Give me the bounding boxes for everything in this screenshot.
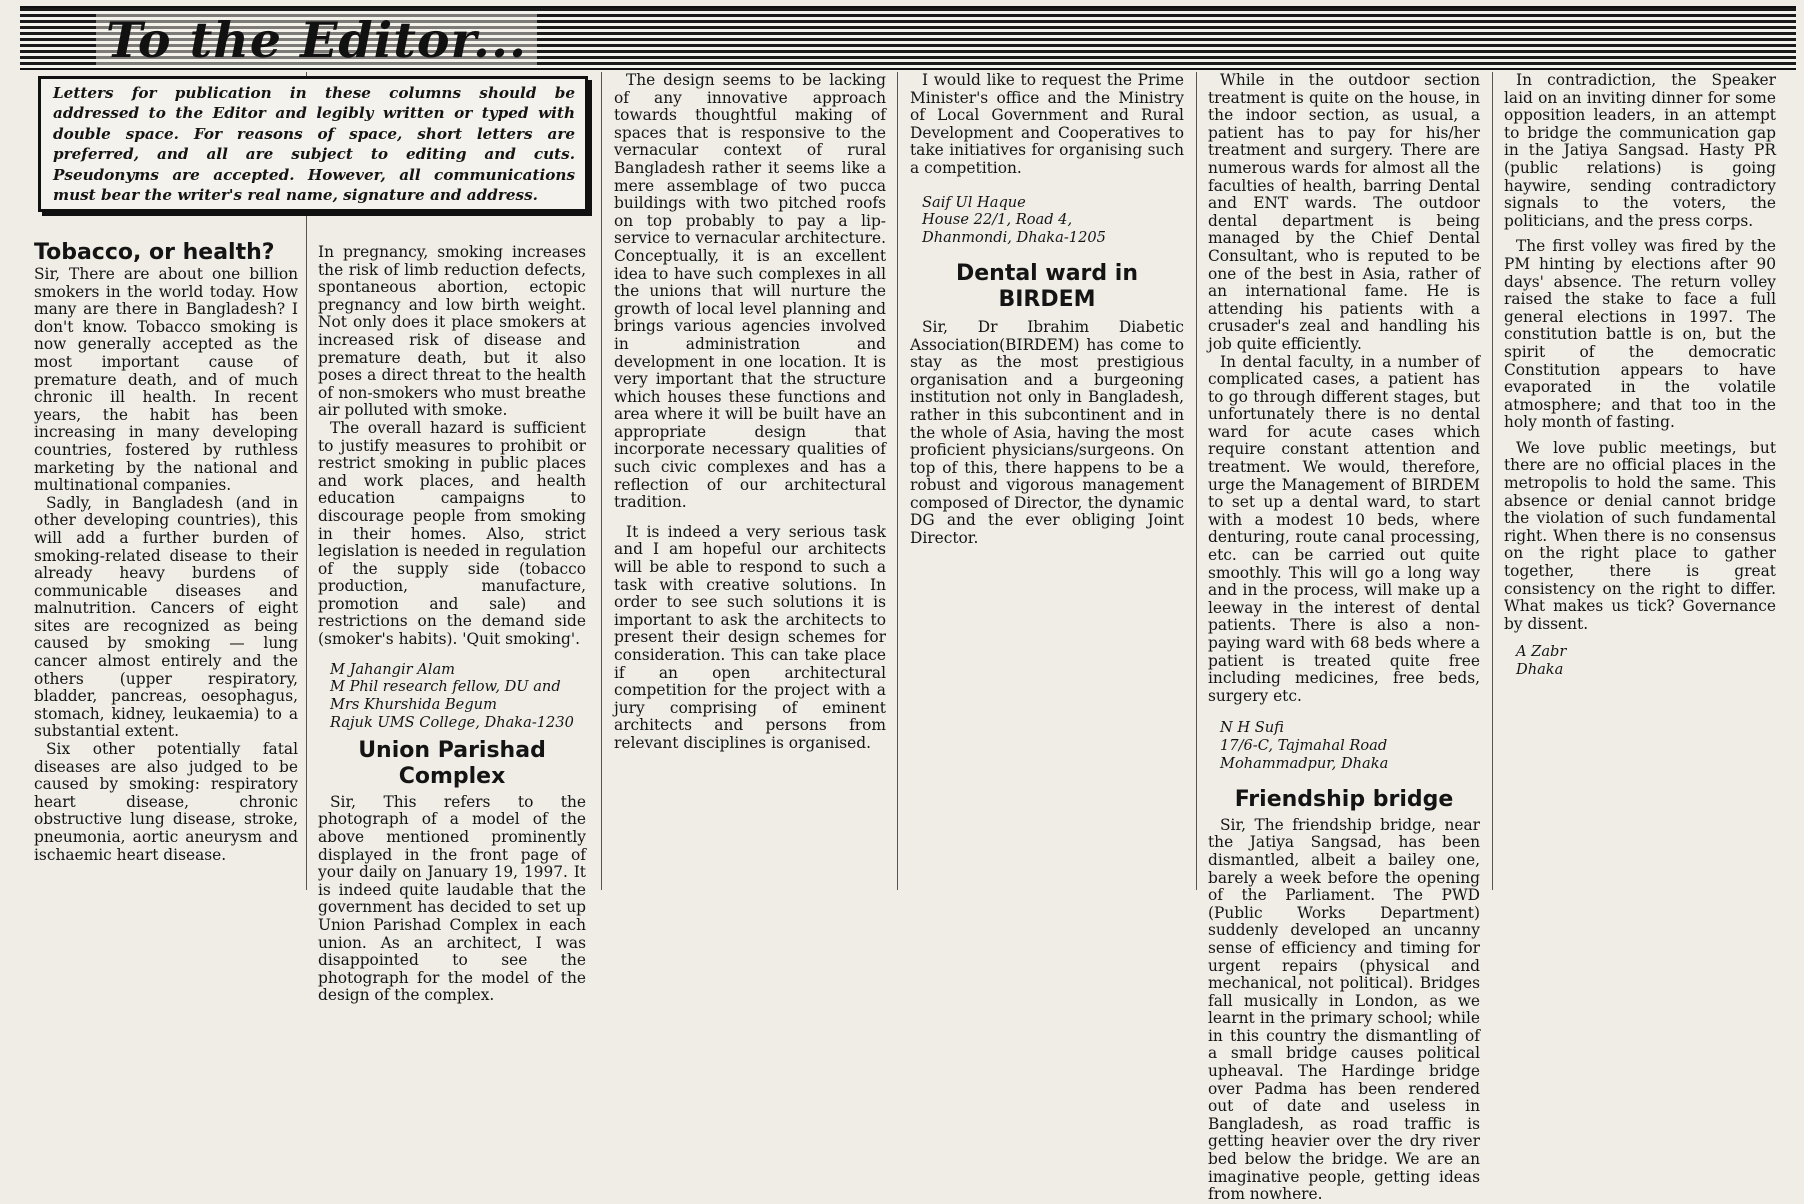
signature-name: Saif Ul Haque: [922, 193, 1026, 211]
letter-headline-tobacco: Tobacco, or health?: [34, 240, 275, 265]
column-rule: [1196, 72, 1197, 890]
letter-paragraph: In contradiction, the Speaker laid on an inviting dinner for some opposition leaders, in an attempt to bridge the communication gap in the Jatiya Sangsad. Hasty PR (public relations) is going haywire, sending contradictory signals to the voters, the politicians, and the press corps.: [1504, 71, 1776, 230]
signature-name: M Jahangir Alam: [330, 660, 456, 678]
signature-line: Rajuk UMS College, Dhaka-1230: [330, 714, 574, 732]
column-rule: [1492, 72, 1493, 890]
letter-paragraph: Sir, This refers to the photograph of a model of the above mentioned prominently displayed in the front page of your daily on January 19, 1997. It is indeed quite laudable that the government has decided to set up Union Parishad Complex in each union. As an architect, I was disappointed to see the photograph for the model of the design of the complex.: [318, 792, 586, 1005]
letter-paragraph: I would like to request the Prime Minister's office and the Ministry of Local Government and Rural Development and Cooperatives to take initiatives for organising such a competition.: [910, 71, 1184, 177]
signature-line: Dhaka: [1516, 661, 1564, 679]
letter-paragraph: Six other potentially fatal diseases are also judged to be caused by smoking: respiratory heart disease, chronic obstructive lung disease, stroke, pneumonia, aortic aneurysm and ischaemic heart disease.: [34, 740, 298, 864]
letter-paragraph: In pregnancy, smoking increases the risk of limb reduction defects, spontaneous abortion, ectopic pregnancy and low birth weight. Not only does it place smokers at increased risk of disease and premature death, but it also poses a direct threat to the health of non-smokers who must breathe air polluted with smoke.: [318, 243, 586, 420]
editorial-notice: Letters for publication in these columns should be addressed to the Editor and legibly written or typed with double space. For reasons of space, short letters are preferred, and all are subject to editing and cuts. Pseudonyms are accepted. However, all communications must bear the writer's real name, signature and address.: [38, 76, 588, 212]
letter-paragraph: We love public meetings, but there are no official places in the metropolis to hold the same. This absence or denial cannot bridge the violation of such fundamental right. When there is no consensus on the right place to gather together, there is great consistency on the right to differ. What makes us tick? Governance by dissent.: [1504, 438, 1776, 633]
column-5: [1208, 71, 1480, 1204]
letter-paragraph: It is indeed a very serious task and I am hopeful our architects will be able to respond to such a task with creative solutions. In order to see such solutions it is important to ask the architects to present their design schemes for consideration. This can take place if an open architectural competition for the project with a jury comprising of eminent architects and persons from relevant disciplines is organised.: [614, 522, 886, 752]
column-3: [614, 72, 886, 890]
letter-paragraph: Sir, Dr Ibrahim Diabetic Association(BIRDEM) has come to stay as the most prestigious organisation and a burgeoning institution not only in Bangladesh, rather in this subcontinent and in the whole of Asia, having the most proficient physicians/surgeons. On top of this, there happens to be a robust and vigorous management composed of Director, the dynamic DG and the ever obliging Joint Director.: [910, 317, 1184, 548]
column-6: [1504, 72, 1776, 890]
letter-headline-friendship: Friendship bridge: [1234, 786, 1454, 812]
letter-paragraph: While in the outdoor section treatment is quite on the house, in the indoor section, as usual, a patient has to pay for his/her treatment and surgery. There are numerous wards for almost all the faculties of health, barring Dental and ENT wards. The outdoor dental department is being managed by the Chief Dental Consultant, who is reputed to be one of the best in Asia, rather of an international fame. He is attending his patients with a crusader's zeal and handling his job quite efficiently.: [1208, 71, 1480, 353]
letter-paragraph: In dental faculty, in a number of complicated cases, a patient has to go through different stages, but unfortunately there is no dental ward for acute cases which require constant attention and treatment. We would, therefore, urge the Management of BIRDEM to set up a dental ward, to start with a modest 10 beds, where denturing, route canal processing, etc. can be carried out quite smoothly. This will go a long way and in the process, will make up a leeway in the interest of dental patients. There is also a non-paying ward with 68 beds where a patient is treated quite free including medicines, free beds, surgery etc.: [1208, 352, 1480, 705]
column-rule: [601, 72, 602, 890]
letter-headline-union: Union Parishad Complex: [358, 737, 546, 789]
signature-line: 17/6-C, Tajmahal Road: [1220, 737, 1388, 755]
column-4: [910, 72, 1184, 890]
masthead: [20, 6, 1796, 70]
signature-line: House 22/1, Road 4,: [922, 211, 1073, 229]
column-rule: [897, 72, 898, 890]
masthead-title: To the Editor...: [96, 12, 537, 68]
letter-headline-dental: Dental ward in BIRDEM: [955, 260, 1139, 312]
letter-paragraph: The first volley was fired by the PM hinting by elections after 90 days' absence. The return volley raised the stake to face a full general elections in 1997. The constitution battle is on, but the spirit of the democratic Constitution appears to have evaporated in the volatile atmosphere; and that too in the holy month of fasting.: [1504, 237, 1776, 432]
letter-paragraph: Sir, There are about one billion smokers in the world today. How many are there in Bangladesh? I don't know. Tobacco smoking is now generally accepted as the most important cause of premature death, and of much chronic ill health. In recent years, the habit has been increasing in many developing countries, fostered by ruthless marketing by the national and multinational companies.: [34, 265, 298, 495]
signature-name: Mrs Khurshida Begum: [330, 696, 497, 714]
letter-paragraph: The overall hazard is sufficient to justify measures to prohibit or restrict smoking in public places and work places, and health education campaigns to discourage people from smoking in their homes. Also, strict legislation is needed in regulation of the supply side (tobacco production, manufacture, promotion and sale) and restrictions on the demand side (smoker's habits). 'Quit smoking'.: [318, 418, 586, 649]
signature-name: N H Sufi: [1220, 719, 1284, 737]
letter-paragraph: The design seems to be lacking of any innovative approach towards thoughtful making of spaces that is responsive to the vernacular context of rural Bangladesh rather it seems like a mere assemblage of two pucca buildings with two pitched roofs on top probably to pay a lip-service to vernacular architecture. Conceptually, it is an excellent idea to have such complexes in all the unions that will nurture the growth of local level planning and brings various agencies involved in administration and development in one location. It is very important that the structure which houses these functions and area where it will be built have an appropriate design that incorporate necessary qualities of such civic complexes and has a reflection of our architectural tradition.: [614, 71, 886, 512]
signature-line: M Phil research fellow, DU and: [330, 678, 561, 696]
letter-paragraph: Sadly, in Bangladesh (and in other developing countries), this will add a further burden of smoking-related disease to their already heavy burdens of communicable diseases and malnutrition. Cancers of eight sites are recognized as being caused by smoking — lung cancer almost entirely and the others (upper respiratory, bladder, pancreas, oesophagus, stomach, kidney, leukaemia) to a substantial extent.: [34, 493, 298, 741]
signature-line: Mohammadpur, Dhaka: [1220, 754, 1389, 772]
letter-paragraph: Sir, The friendship bridge, near the Jatiya Sangsad, has been dismantled, albeit a bailey one, barely a week before the opening of the Parliament. The PWD (Public Works Department) suddenly developed an uncanny sense of efficiency and timing for urgent repairs (physical and mechanical, not political). Bridges fall musically in London, as we learnt in the primary school; while in this country the dismantling of a small bridge causes political upheaval. The Hardinge bridge over Padma has been rendered out of date and useless in Bangladesh, as road traffic is getting heavier over the dry river bed below the bridge. We are an imaginative people, getting ideas from nowhere.: [1208, 815, 1480, 1204]
signature-line: Dhanmondi, Dhaka-1205: [922, 229, 1106, 247]
signature-name: A Zabr: [1516, 643, 1567, 661]
